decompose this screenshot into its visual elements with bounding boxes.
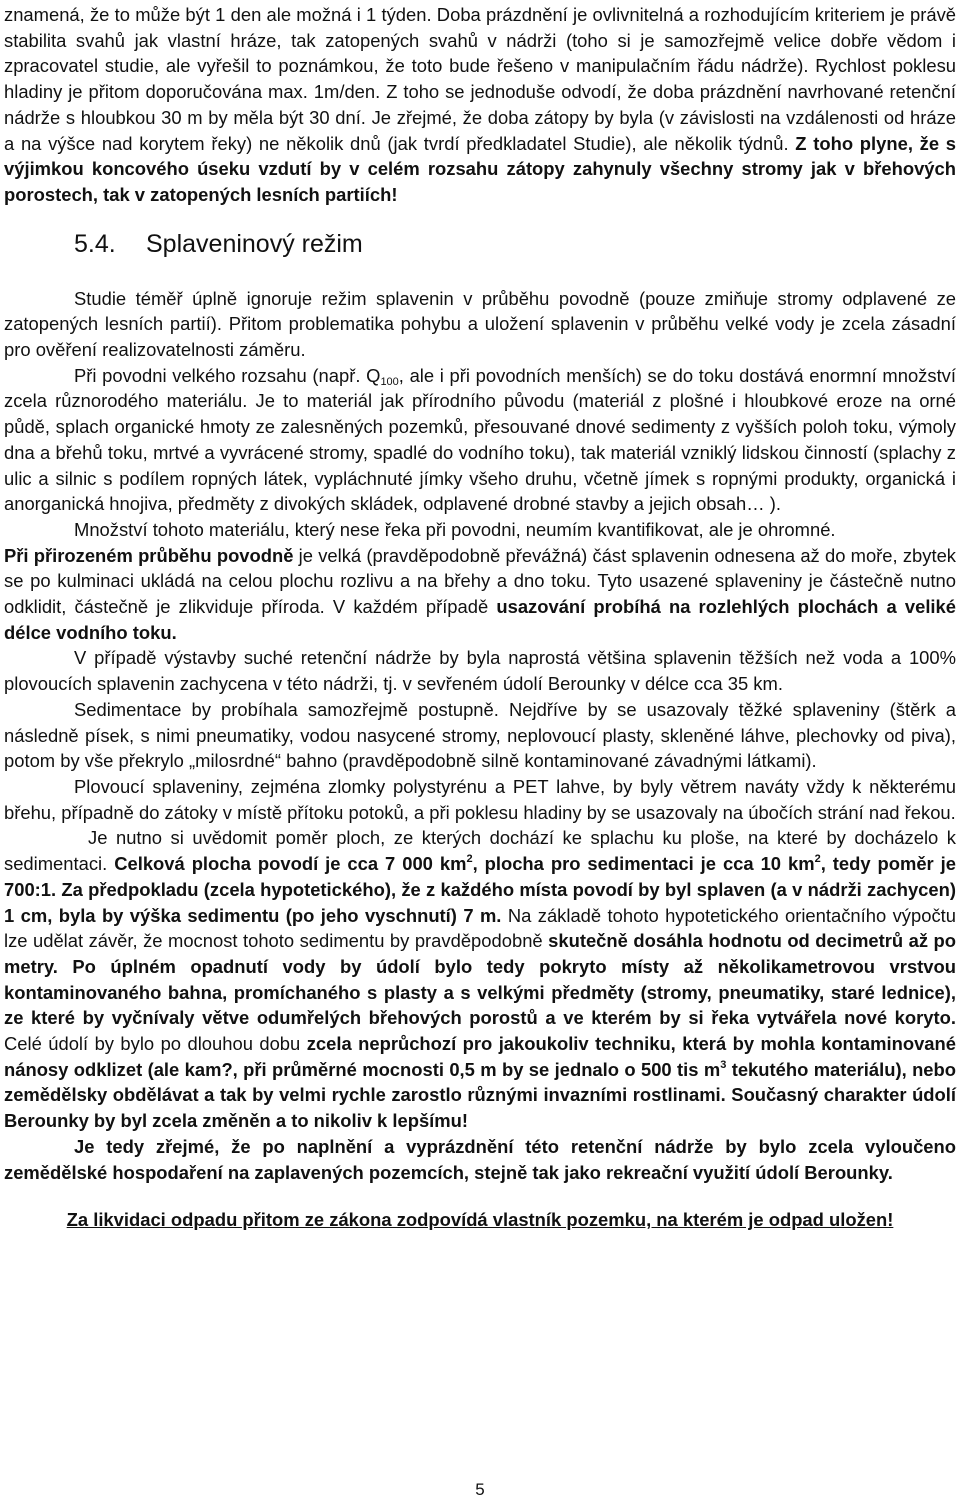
paragraph-conclusion: Je tedy zřejmé, že po naplnění a vyprázdnění této retenční nádrže by bylo zcela vyloučeno zemědělské hospodaření na zaplavených pozemcích, stejně tak jako rekreační využití údolí Berounky. [4, 1135, 956, 1183]
paragraph: Studie téměř úplně ignoruje režim splavenin v průběhu povodně (pouze zmiňuje stromy odplavené ze zatopených lesních partií). Přitom problematika pohybu a uložení splavenin v průběhu velké vody je zcela zásadní pro ověření realizovatelnosti záměru. [4, 287, 956, 361]
text-run-bold: Při přirozeném průběhu povodně [4, 544, 294, 566]
superscript: 3 [720, 1058, 727, 1071]
paragraph: Sedimentace by probíhala samozřejmě postupně. Nejdříve by se usazovaly těžké splaveniny (štěrk a následně písek, s nimi pneumatiky, vodou nasycené stromy, neplovoucí plasty, skleněné láhve, plechovky od piva), potom by vše překrylo „milosrdné“ bahno (pravděpodobně silně kontaminované závadnými látkami). [4, 698, 956, 772]
text-run-bold: Z toho plyne, že s výjimkou koncového úseku vzdutí by v celém rozsahu zátopy zahynuly všechny stromy jak v břehových porostech, tak v zatopených lesních partiích! [4, 132, 956, 205]
paragraph: Plovoucí splaveniny, zejména zlomky polystyrénu a PET lahve, by byly větrem naváty vždy k některému břehu, případně do zátoky v místě přítoku potoků, a při poklesu hladiny by se usazovaly na úbočích strání nad řekou. [4, 775, 956, 823]
subscript: 100 [380, 375, 399, 388]
superscript: 2 [814, 853, 821, 866]
text-run-bold: skutečně dosáhla hodnotu od decimetrů až po metry. Po úplném opadnutí vody by údolí bylo tedy pokryto místy až několikametrovou vrstvou kontaminovaného bahna, promíchaného s plasty a s velkými předměty (stromy, pneumatiky, staré lednice), ze které by vyčnívaly větve odumřelých břehových porostů a ve kterém by si řeka vytvářela nové koryto. [4, 930, 957, 1029]
text-run-bold: , tedy poměr je 700:1. Za předpokladu (zcela hypotetického), že z každého místa povodí by byl splaven (a v nádrži zachycen) 1 cm, byla by výška sedimentu (po jeho vyschnutí) 7 m. [4, 853, 956, 926]
text-run: , ale i při povodních menších) se do toku dostává enormní množství zcela různorodého materiálu. Je to materiál jak přírodního původu (materiál z plošné i hloubkové eroze na orné půdě, splach organické hmoty ze zalesněných pozemků, přesouvané dnové sedimenty z vyšších poloh toku, výmoly dna a břehů toku, mrtvé a vyvrácené stromy, spadlé do vodního toku), tak materiál vzniklý lidskou činností (splachy z ulic a silnic s podílem ropných látek, vypláchnuté jímky všeho druhu, včetně jímek s ropnými produkty, organická i anorganická hnojiva, předměty z divokých skládek, odplavené drobné stavby a jejich obsah… ). [4, 364, 956, 515]
text-run-bold: tekutého materiálu), nebo zemědělsky obdělávat a tak by velmi rychle zarostlo různými invazními rostlinami. Současný charakter údolí Berounky by byl zcela změněn a to nikoliv k lepšímu! [4, 1058, 956, 1132]
paragraph [4, 543, 956, 646]
text-run: Na základě tohoto hypotetického orientačního výpočtu lze udělat závěr, že mocnost tohoto sedimentu by pravděpodobně [4, 904, 956, 952]
section-title: Splaveninový režim [146, 229, 363, 258]
superscript: 2 [466, 853, 473, 866]
section-heading [74, 228, 956, 260]
page-number: 5 [475, 1480, 485, 1499]
text-run: je velká (pravděpodobně převážná) část splavenin odnesena až do moře, zbytek se po kulminaci ukládá na celou plochu rozlivu a na břehy a dno toku. Tyto usazené splaveniny je částečně nutno odklidit, částečně je zlikviduje příroda. V každém případě [4, 544, 956, 618]
text-run-bold: usazování probíhá na rozlehlých plochách a veliké délce vodního toku. [4, 596, 956, 643]
text-run: znamená, že to může být 1 den ale možná i 1 týden. Doba prázdnění je ovlivnitelná a rozhodujícím kriteriem je právě stabilita svahů jak vlastní hráze, tak zatopených svahů v nádrži (toho si je samozřejmě velice dobře vědom i zpracovatel studie, ale vyřešil to poznámkou, že toto bude řešeno v manipulačním řádu nádrže). Rychlost poklesu hladiny je přitom doporučována max. 1m/den. Z toho se jednoduše odvodí, že doba prázdnění navrhované retenční nádrže s hloubkou 30 m by měla být 30 dní. Je zřejmé, že doba zátopy by byla (v závislosti na vzdálenosti od hráze a na výšce nad korytem řeky) ne několik dnů (jak tvrdí předkladatel Studie), ale několik týdnů. [4, 4, 956, 154]
paragraph: Množství tohoto materiálu, který nese řeka při povodni, neumím kvantifikovat, ale je ohromné. [74, 518, 836, 540]
section-number: 5.4. [74, 229, 116, 258]
text-run-bold: Celková plocha povodí je cca 7 000 km [114, 853, 467, 875]
text-run: Při povodni velkého rozsahu (např. Q [74, 364, 381, 386]
paragraph: V případě výstavby suché retenční nádrže by byla naprostá většina splavenin těžších než voda a 100% plovoucích splavenin zachycena v této nádrži, tj. v sevřeném údolí Berounky v délce cca 35 km. [4, 647, 956, 695]
text-run-bold: , plocha pro sedimentaci je cca 10 km [472, 853, 815, 875]
text-run: Je nutno si uvědomit poměr ploch, ze kterých dochází ke splachu ku ploše, na které by docházelo k sedimentaci. [4, 827, 956, 875]
text-run-bold: zcela neprůchozí pro jakoukoliv techniku, která by mohla kontaminované nánosy odklizet (ale kam?, při průměrné mocnosti 0,5 m by se jednalo o 500 tis m [4, 1033, 956, 1080]
footer-note: Za likvidaci odpadu přitom ze zákona zodpovídá vlastník pozemku, na kterém je odpad uložen! [66, 1209, 894, 1231]
text-run: Celé údolí by bylo po dlouhou dobu [4, 1033, 307, 1055]
paragraph [4, 825, 956, 1133]
paragraph [4, 363, 956, 517]
paragraph-top [4, 2, 956, 208]
